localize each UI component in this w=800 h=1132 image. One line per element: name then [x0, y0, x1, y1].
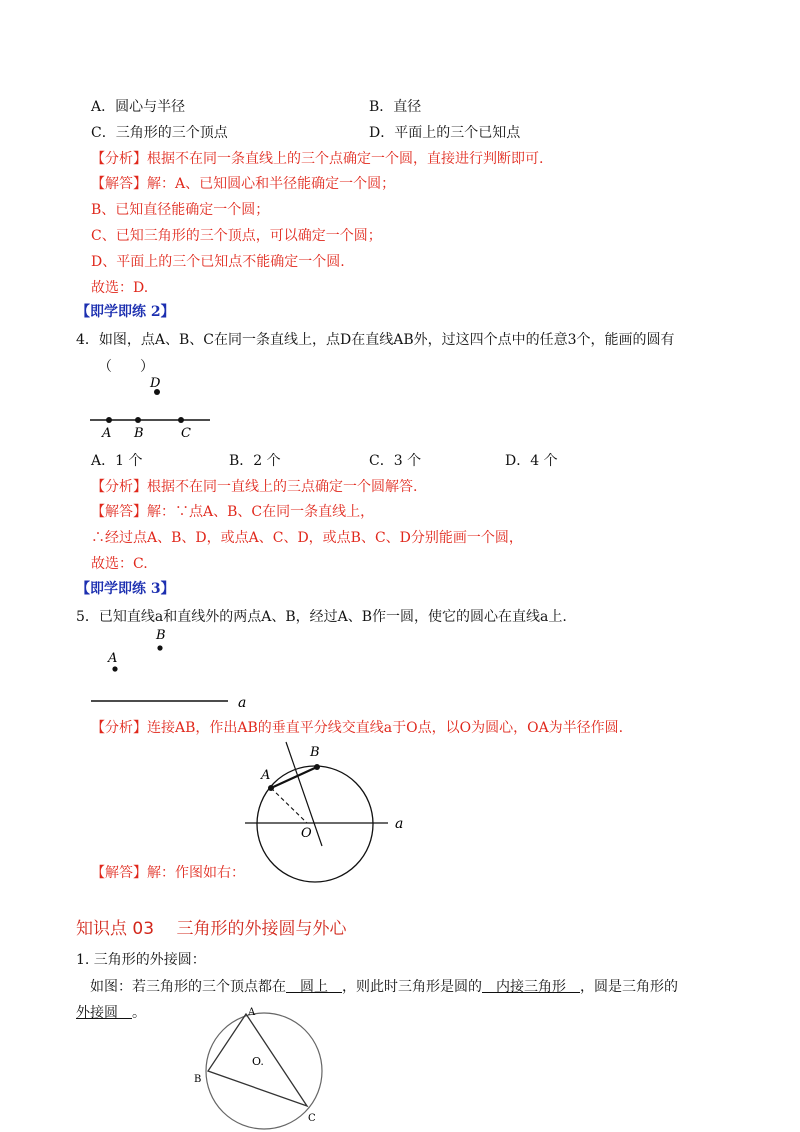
practice-3-heading: 【即学即练 3】: [76, 581, 175, 597]
item1-title: 1. 三角形的外接圆：: [76, 952, 206, 968]
q4-label-a: A: [102, 426, 112, 441]
q5-fig2-label-line-a: a: [395, 816, 404, 832]
q4-answer-line1: 【解答】解：∵点A、B、C在同一条直线上，: [91, 504, 375, 520]
q4-figure: [88, 375, 218, 445]
q4-option-c: C．3 个: [369, 453, 422, 469]
q4-option-a: A．1 个: [91, 453, 143, 469]
q4-stem: 4．如图，点A、B、C在同一条直线上，点D在直线AB外，过这四个点中的任意3个，能画的圆有: [76, 332, 675, 348]
q4-label-b: B: [134, 426, 144, 441]
q5-label-b: B: [156, 628, 166, 643]
option-a: A．圆心与半径: [91, 99, 186, 115]
circle-label-o: O.: [252, 1055, 264, 1068]
option-d: D．平面上的三个已知点: [369, 125, 521, 141]
q3-analysis: 【分析】根据不在同一条直线上的三个点确定一个圆，直接进行判断即可.: [91, 151, 544, 167]
q4-analysis: 【分析】根据不在同一直线上的三点确定一个圆解答.: [91, 479, 418, 495]
q4-option-b: B．2 个: [229, 453, 281, 469]
circle-label-a: A: [248, 1007, 256, 1018]
q4-label-d: D: [150, 376, 161, 391]
q3-answer-line4: D、平面上的三个已知点不能确定一个圆.: [91, 254, 345, 270]
q4-answer-line2: ∴经过点A、B、D，或点A、C、D，或点B、C、D分别能画一个圆，: [91, 530, 523, 546]
q5-fig2-label-o: O: [301, 826, 312, 841]
option-b: B．直径: [369, 99, 422, 115]
q3-answer-line2: B、已知直径能确定一个圆；: [91, 202, 270, 218]
q5-analysis: 【分析】连接AB，作出AB的垂直平分线交直线a于O点，以O为圆心，OA为半径作圆.: [91, 720, 624, 736]
item1-text-pre: 如图：若三角形的三个顶点都在: [90, 979, 286, 995]
q5-answer: 【解答】解：作图如右：: [91, 865, 245, 881]
q4-option-d: D．4 个: [505, 453, 558, 469]
circle-label-c: C: [308, 1113, 316, 1124]
blank-2: 内接三角形: [482, 979, 580, 995]
item1-text-line1: [90, 976, 678, 996]
q5-label-a: A: [108, 651, 118, 666]
q5-stem: 5．已知直线a和直线外的两点A、B，经过A、B作一圆，使它的圆心在直线a上.: [76, 609, 567, 625]
circumcircle-figure: [190, 1005, 340, 1130]
q3-choice: 故选：D.: [91, 280, 149, 296]
q4-label-c: C: [181, 426, 191, 441]
circle-label-b: B: [194, 1074, 202, 1085]
q5-figure: [88, 625, 258, 715]
q5-fig2-label-a: A: [261, 768, 271, 783]
blank-3: 外接圆: [76, 1005, 132, 1021]
q5-fig2-label-b: B: [310, 745, 320, 760]
item1-text-post: ，圆是三角形的: [580, 979, 678, 995]
item1-text-mid: ，则此时三角形是圆的: [342, 979, 482, 995]
blank-1: 圆上: [286, 979, 342, 995]
q3-answer-line3: C、已知三角形的三个顶点，可以确定一个圆；: [91, 228, 382, 244]
q5-label-line-a: a: [238, 695, 247, 711]
item1-text-end: 。: [132, 1005, 146, 1021]
q4-choice: 故选：C.: [91, 556, 148, 572]
q4-bracket: （ ）: [98, 359, 154, 375]
practice-2-heading: 【即学即练 2】: [76, 304, 175, 320]
q3-answer-line1: 【解答】解：A、已知圆心和半径能确定一个圆；: [91, 176, 396, 192]
option-c: C．三角形的三个顶点: [91, 125, 228, 141]
q5-construction-figure: [240, 740, 420, 885]
item1-text-line2: [76, 1002, 146, 1022]
section-title: 知识点 03 三角形的外接圆与外心: [76, 919, 347, 939]
